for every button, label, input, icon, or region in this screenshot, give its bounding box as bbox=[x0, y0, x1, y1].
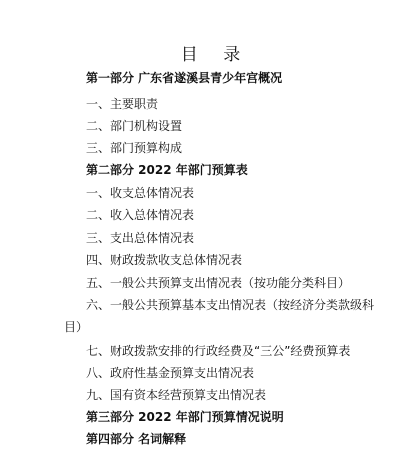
toc-entry-2-9[interactable]: 九、国有资本经营预算支出情况表 bbox=[86, 388, 267, 402]
toc-entry-2-7[interactable]: 七、财政拨款安排的行政经费及“三公”经费预算表 bbox=[86, 344, 351, 358]
toc-entry-1-2[interactable]: 二、部门机构设置 bbox=[86, 119, 183, 133]
toc-entry-1-1[interactable]: 一、主要职责 bbox=[86, 97, 159, 111]
toc-entry-2-3[interactable]: 三、支出总体情况表 bbox=[86, 231, 195, 245]
toc-entry-2-6-continued[interactable]: 目） bbox=[64, 320, 89, 334]
toc-entry-2-5[interactable]: 五、一般公共预算支出情况表（按功能分类科目） bbox=[86, 276, 351, 290]
toc-entry-2-6[interactable]: 六、一般公共预算基本支出情况表（按经济分类款级科 bbox=[86, 298, 375, 312]
toc-section-2[interactable]: 第二部分 2022 年部门预算表 bbox=[86, 163, 248, 177]
toc-entry-2-1[interactable]: 一、收支总体情况表 bbox=[86, 186, 195, 200]
toc-entry-2-4[interactable]: 四、财政拨款收支总体情况表 bbox=[86, 253, 243, 267]
toc-section-3[interactable]: 第三部分 2022 年部门预算情况说明 bbox=[86, 410, 284, 424]
toc-title: 目 录 bbox=[180, 45, 251, 65]
toc-entry-2-8[interactable]: 八、政府性基金预算支出情况表 bbox=[86, 366, 255, 380]
toc-section-1[interactable]: 第一部分 广东省遂溪县青少年宫概况 bbox=[86, 71, 283, 85]
toc-section-4[interactable]: 第四部分 名词解释 bbox=[86, 432, 187, 446]
toc-entry-1-3[interactable]: 三、部门预算构成 bbox=[86, 141, 183, 155]
toc-entry-2-2[interactable]: 二、收入总体情况表 bbox=[86, 208, 195, 222]
